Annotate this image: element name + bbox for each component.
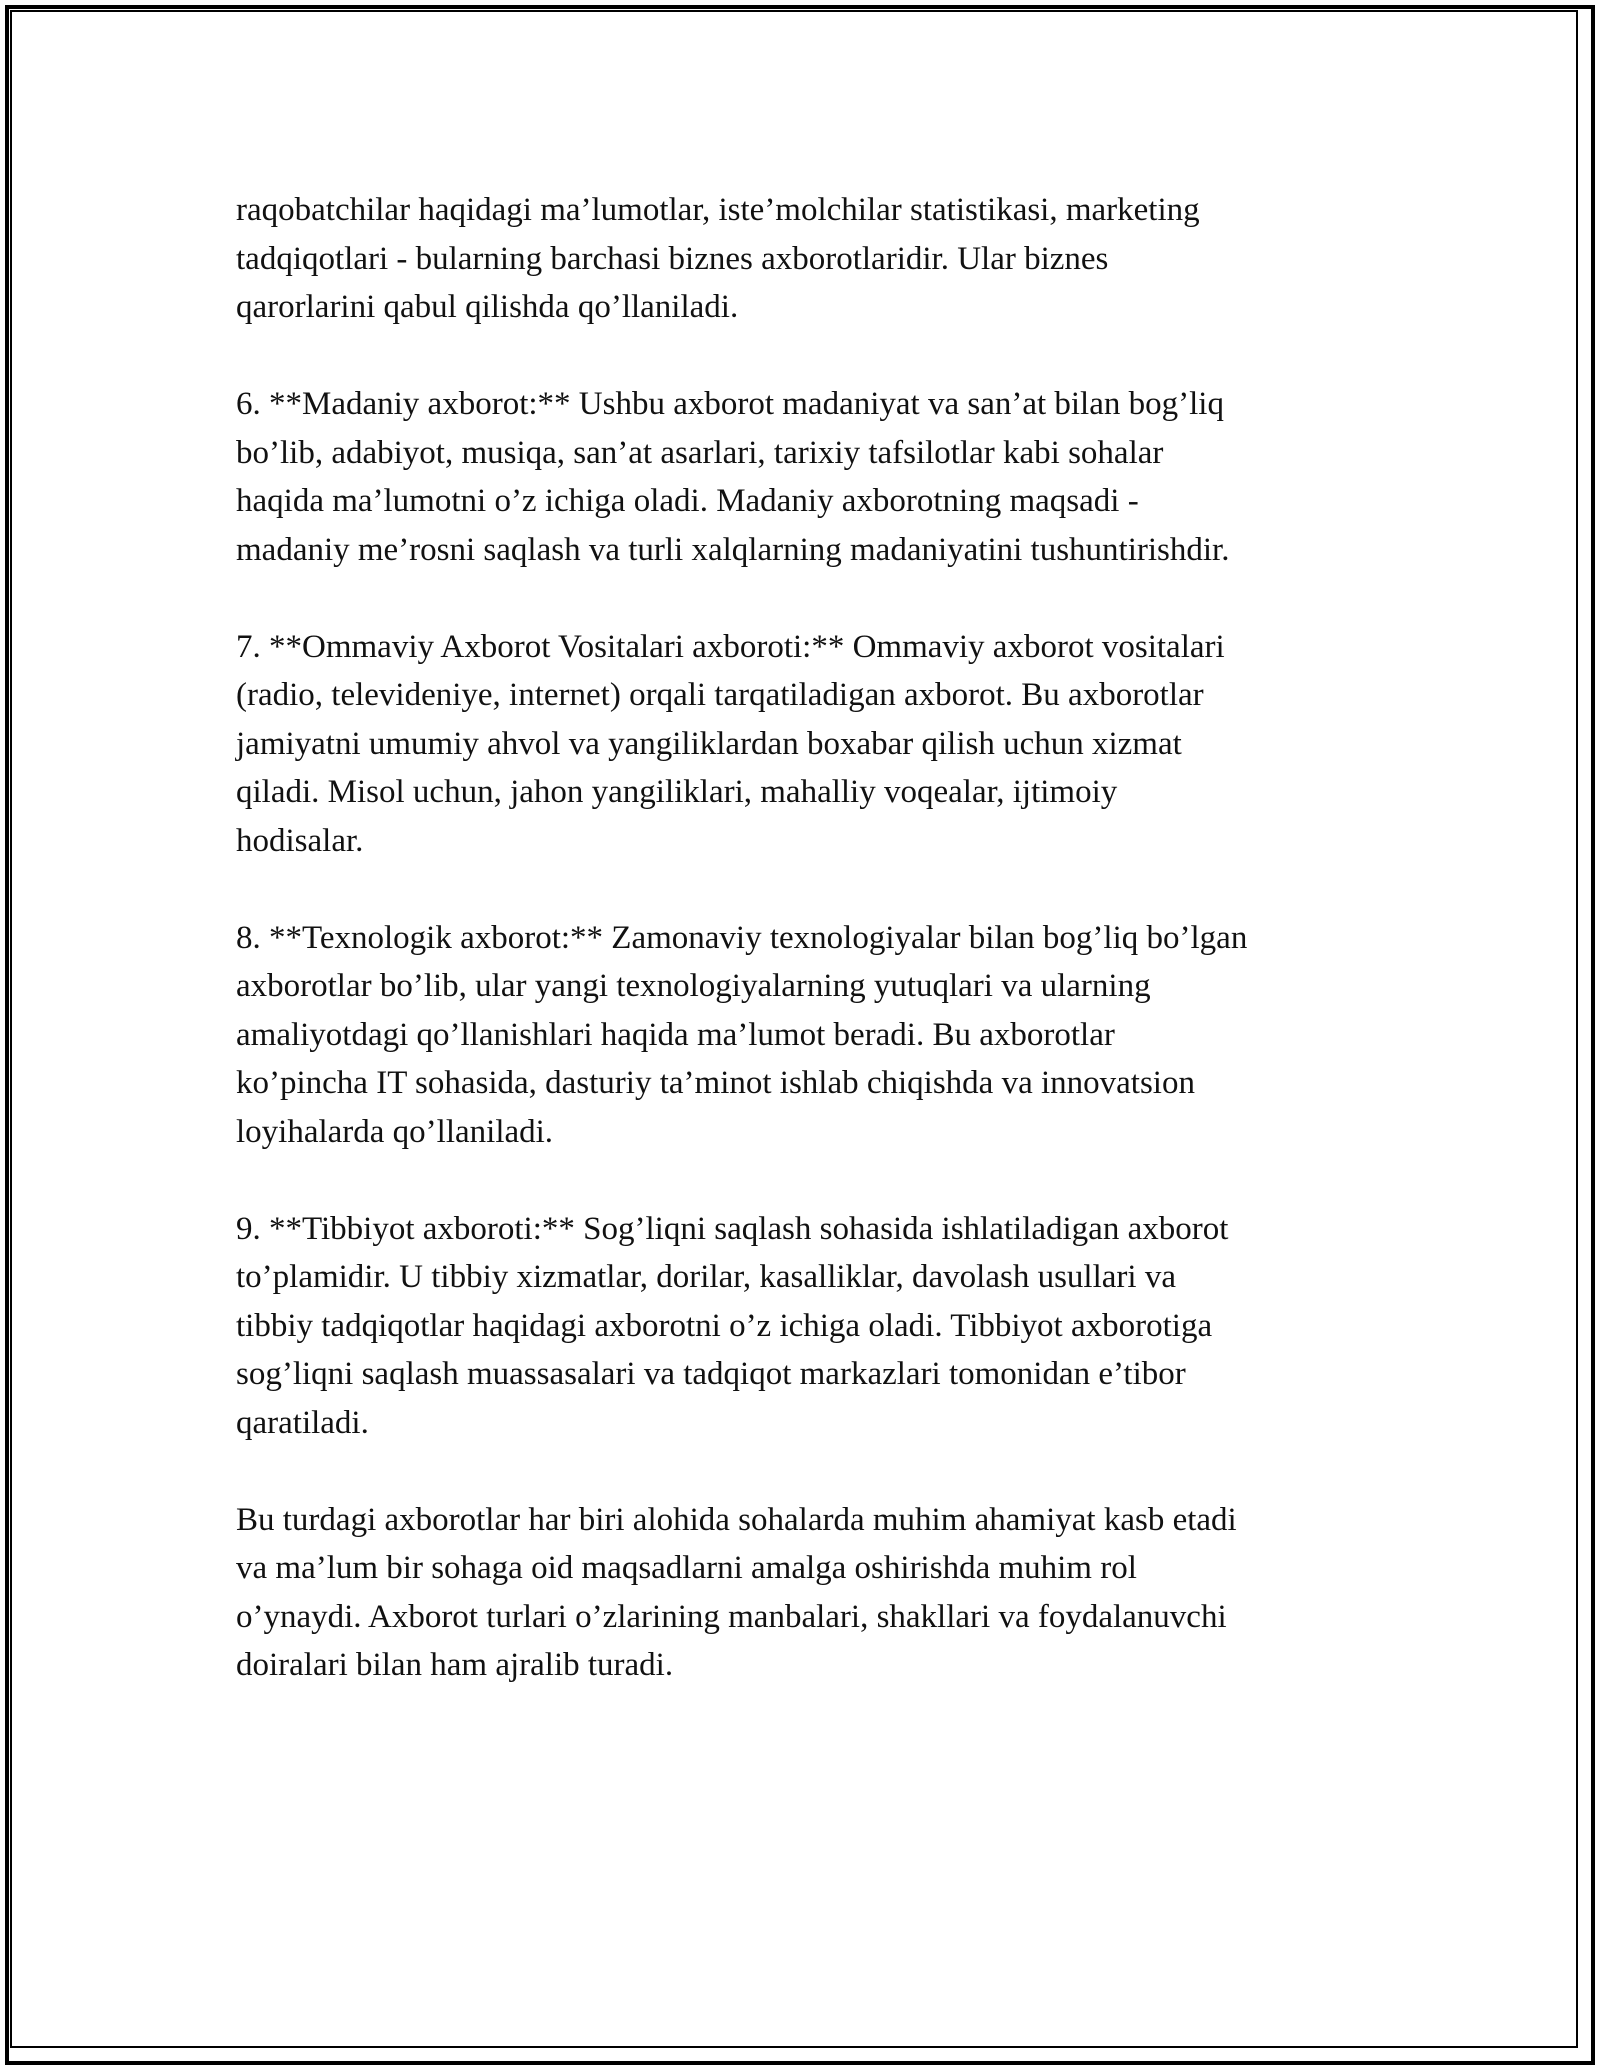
paragraph-mass-media-info — [236, 623, 1376, 866]
text-line: haqida ma’lumotni o’z ichiga oladi. Madaniy axborotning maqsadi - — [236, 483, 1139, 519]
text-line: to’plamidir. U tibbiy xizmatlar, dorilar, kasalliklar, davolash usullari va — [236, 1259, 1176, 1295]
text-line: sog’liqni saqlash muassasalari va tadqiqot markazlari tomonidan e’tibor — [236, 1356, 1186, 1392]
paragraph-technology-info — [236, 914, 1376, 1157]
text-line: bo’lib, adabiyot, musiqa, san’at asarlari, tarixiy tafsilotlar kabi sohalar — [236, 434, 1164, 471]
text-line: 7. **Ommaviy Axborot Vositalari axboroti:** Ommaviy axborot vositalari — [236, 628, 1225, 665]
text-line: amaliyotdagi qo’llanishlari haqida ma’lumot beradi. Bu axborotlar — [236, 1016, 1115, 1053]
text-line: jamiyatni umumiy ahvol va yangiliklardan boxabar qilish uchun xizmat — [236, 725, 1182, 762]
text-line: (radio, televideniye, internet) orqali tarqatiladigan axborot. Bu axborotlar — [236, 677, 1204, 713]
document-body — [236, 186, 1376, 1690]
text-line: 6. **Madaniy axborot:** Ushbu axborot madaniyat va san’at bilan bog’liq — [236, 386, 1224, 422]
text-line: qaratiladi. — [236, 1404, 369, 1441]
text-line: o’ynaydi. Axborot turlari o’zlarining manbalari, shakllari va foydalanuvchi — [236, 1598, 1227, 1635]
text-line: loyihalarda qo’llaniladi. — [236, 1113, 554, 1150]
text-line: qiladi. Misol uchun, jahon yangiliklari, mahalliy voqealar, ijtimoiy — [236, 774, 1118, 810]
text-line: 9. **Tibbiyot axboroti:** Sog’liqni saqlash sohasida ishlatiladigan axborot — [236, 1210, 1229, 1247]
text-line: qarorlarini qabul qilishda qo’llaniladi. — [236, 289, 739, 325]
text-line: doiralari bilan ham ajralib turadi. — [236, 1647, 674, 1683]
text-line: Bu turdagi axborotlar har biri alohida sohalarda muhim ahamiyat kasb etadi — [236, 1501, 1237, 1538]
text-line: ko’pincha IT sohasida, dasturiy ta’minot ishlab chiqishda va innovatsion — [236, 1065, 1195, 1101]
paragraph-business-info-end — [236, 186, 1376, 332]
text-line: raqobatchilar haqidagi ma’lumotlar, iste’molchilar statistikasi, marketing — [236, 192, 1200, 228]
text-line: tadqiqotlari - bularning barchasi biznes axborotlaridir. Ular biznes — [236, 240, 1109, 277]
text-line: madaniy me’rosni saqlash va turli xalqlarning madaniyatini tushuntirishdir. — [236, 531, 1230, 568]
text-line: axborotlar bo’lib, ular yangi texnologiyalarning yutuqlari va ularning — [236, 968, 1151, 1004]
text-line: va ma’lum bir sohaga oid maqsadlarni amalga oshirishda muhim rol — [236, 1550, 1137, 1586]
text-line: 8. **Texnologik axborot:** Zamonaviy texnologiyalar bilan bog’liq bo’lgan — [236, 919, 1248, 956]
paragraph-conclusion — [236, 1496, 1376, 1690]
paragraph-cultural-info — [236, 380, 1376, 574]
text-line: hodisalar. — [236, 822, 364, 859]
paragraph-medical-info — [236, 1205, 1376, 1448]
text-line: tibbiy tadqiqotlar haqidagi axborotni o’z ichiga oladi. Tibbiyot axborotiga — [236, 1307, 1213, 1344]
